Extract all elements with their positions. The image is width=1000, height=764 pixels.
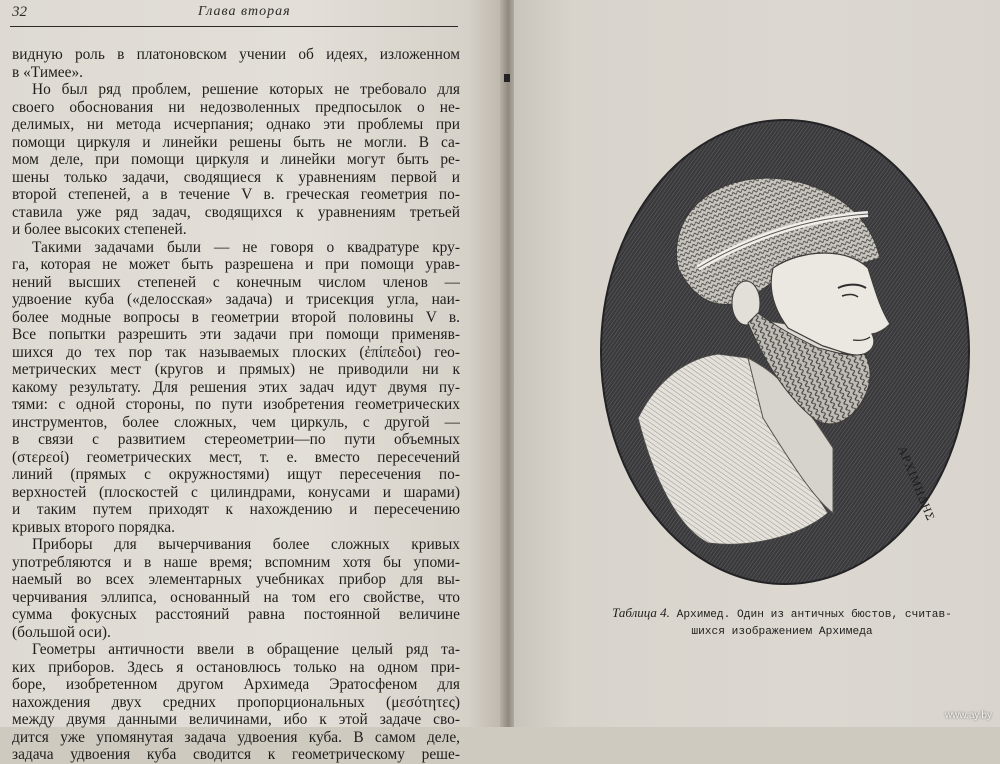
- text-line: ставила уже ряд задач, сводящихся к уравнениям третьей: [12, 203, 460, 221]
- text-line: Такими задачами были — не говоря о квадратуре кру-: [32, 238, 460, 256]
- text-line: сумма фокусных расстояний равна постоянной величине: [12, 606, 460, 623]
- text-line: видную роль в платоновском учении об идеях, изложенном: [12, 46, 460, 63]
- text-line: инструментов, более сложных, чем циркуль, с другой —: [12, 413, 460, 431]
- text-line: помощи циркуля и линейки решены быть не могли. В са-: [12, 133, 460, 151]
- text-line: (στερεοί) геометрических мест, т. е. вместо пересечений: [12, 448, 460, 466]
- text-line: Все попытки разрешить эти задачи при помощи применяв-: [12, 326, 460, 343]
- page-number: 32: [12, 4, 27, 20]
- text-line: в связи с развитием стереометрии—по пути объемных: [12, 431, 460, 448]
- text-line: Приборы для вычерчивания более сложных кривых: [32, 536, 460, 553]
- caption-label: Таблица 4.: [612, 605, 670, 620]
- text-line: задача удвоения куба сводится к геометрическому реше-: [12, 746, 460, 763]
- text-line: какому результату. Для решения этих задач идут двумя пу-: [12, 378, 460, 396]
- text-line: мом деле, при помощи циркуля и линейки могут быть ре-: [12, 151, 460, 168]
- text-line: (большой оси).: [12, 623, 111, 641]
- watermark: www.ay.by: [944, 710, 992, 721]
- text-line: линий (прямых с окружностями) ищут пересечения по-: [12, 466, 460, 483]
- text-line: более модные вопросы в геометрии второй половины V в.: [12, 308, 460, 326]
- chapter-title: Глава вторая: [198, 4, 291, 19]
- caption-line-1: [584, 604, 980, 624]
- text-line: удвоение куба («делосская» задача) и трисекция угла, наи-: [12, 291, 460, 308]
- text-line: своего обоснования ни недозволенных предпосылок о не-: [12, 98, 460, 116]
- text-line: боре, изобретенном другом Архимеда Эратосфеном для: [12, 676, 460, 693]
- text-line: наемый во всех элементарных учебниках прибор для вы-: [12, 571, 460, 588]
- text-line: дится уже упомянутая задача удвоения куба. В самом деле,: [12, 728, 460, 746]
- text-line: и более высоких степеней.: [12, 221, 187, 238]
- text-line: второй степеней, а в течение V в. греческая геометрия по-: [12, 186, 460, 203]
- caption-text-2: шихся изображением Архимеда: [691, 626, 873, 638]
- text-line: верхностей (плоскостей с цилиндрами, конусами и шарами): [12, 483, 460, 501]
- text-line: между двумя данными величинами, ибо к этой задаче сво-: [12, 711, 460, 728]
- text-line: нахождения двух средних пропорциональных (μεσότητες): [12, 693, 460, 711]
- text-line: нений высших степеней с конечным числом членов —: [12, 273, 460, 291]
- text-line: делимых, ни метода исчерпания; однако эти проблемы при: [12, 116, 460, 133]
- text-line: Но был ряд проблем, решение которых не требовало для: [32, 81, 460, 98]
- running-head: [10, 2, 458, 27]
- text-line: Геометры античности ввели в обращение целый ряд та-: [32, 641, 460, 658]
- caption-text-1: Архимед. Один из античных бюстов, считав-: [676, 609, 952, 621]
- text-line: черчивания эллипса, основанный на том его свойстве, что: [12, 588, 460, 606]
- figure-caption: [584, 604, 980, 641]
- portrait-svg: [598, 118, 972, 586]
- text-line: га, которая не может быть разрешена и при помощи урав-: [12, 256, 460, 273]
- portrait-inscription: ΑΡΧΙΜΗΔΗΣ: [895, 443, 939, 524]
- text-line: метрических мест (кругов и прямых) не приводили ни к: [12, 361, 460, 378]
- archimedes-bust-engraving: [598, 118, 972, 586]
- text-line: шены только задачи, сводящиеся к уравнениям первой и: [12, 168, 460, 186]
- text-line: и таким путем приходят к нахождению и пересечению: [12, 501, 460, 518]
- text-line: ких приборов. Здесь я остановлюсь только на одном при-: [12, 658, 460, 676]
- text-line: шихся до тех пор так называемых плоских (ἐπίπεδοι) гео-: [12, 343, 460, 361]
- text-line: в «Тимее».: [12, 63, 84, 81]
- text-line: употребляются и в наше время; вспомним хотя бы упоми-: [12, 553, 460, 571]
- text-line: кривых второго порядка.: [12, 518, 175, 536]
- text-line: тями: с одной стороны, по пути изобретения геометрических: [12, 396, 460, 413]
- bookmark-tab: [504, 74, 510, 82]
- body-text: [12, 46, 460, 764]
